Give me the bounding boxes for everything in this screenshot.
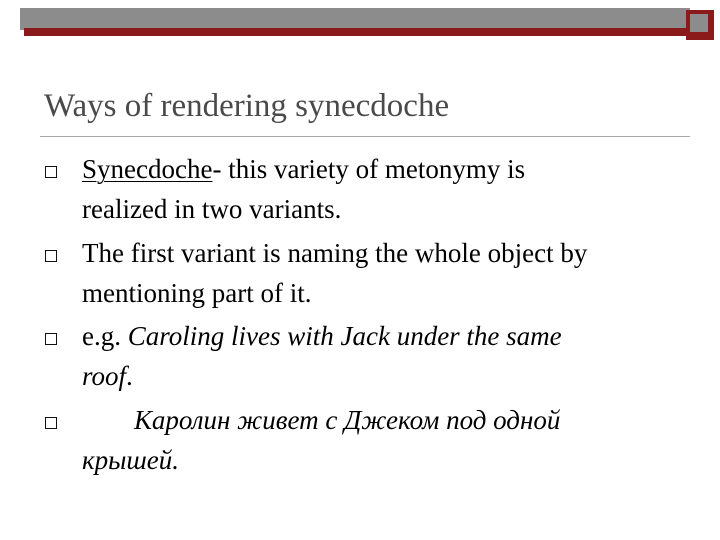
bullet-1-rest: - this variety of metonymy is <box>212 154 526 184</box>
bullet-square-icon <box>45 166 57 178</box>
bullet-2-line-1: The first variant is naming the whole object by <box>82 238 588 268</box>
top-red-band <box>24 28 710 36</box>
bullet-square-icon <box>45 250 57 262</box>
top-gray-band <box>20 8 690 30</box>
term-synecdoche: Synecdoche <box>82 154 213 184</box>
bullet-1-line-1 <box>82 154 525 184</box>
example-period: . <box>126 361 133 391</box>
bullet-square-icon <box>45 417 57 429</box>
corner-gray-block <box>690 14 708 32</box>
top-decorative-bar <box>0 0 720 50</box>
translation-line-1: Каролин живет с Джеком под одной <box>134 405 561 435</box>
bullet-3-line-1 <box>82 321 562 351</box>
title-divider <box>40 136 690 137</box>
example-sentence-end: roof <box>82 361 127 391</box>
slide-title: Ways of rendering synecdoche <box>44 88 450 124</box>
bullet-2-line-2: mentioning part of it. <box>82 278 312 308</box>
translation-line-2: крышей. <box>82 445 180 475</box>
example-prefix: e.g. <box>82 321 128 351</box>
bullet-1-line-2: realized in two variants. <box>82 194 342 224</box>
example-sentence: Caroling lives with Jack under the same <box>127 321 562 351</box>
bullet-square-icon <box>45 333 57 345</box>
bullet-3-line-2 <box>82 361 133 391</box>
